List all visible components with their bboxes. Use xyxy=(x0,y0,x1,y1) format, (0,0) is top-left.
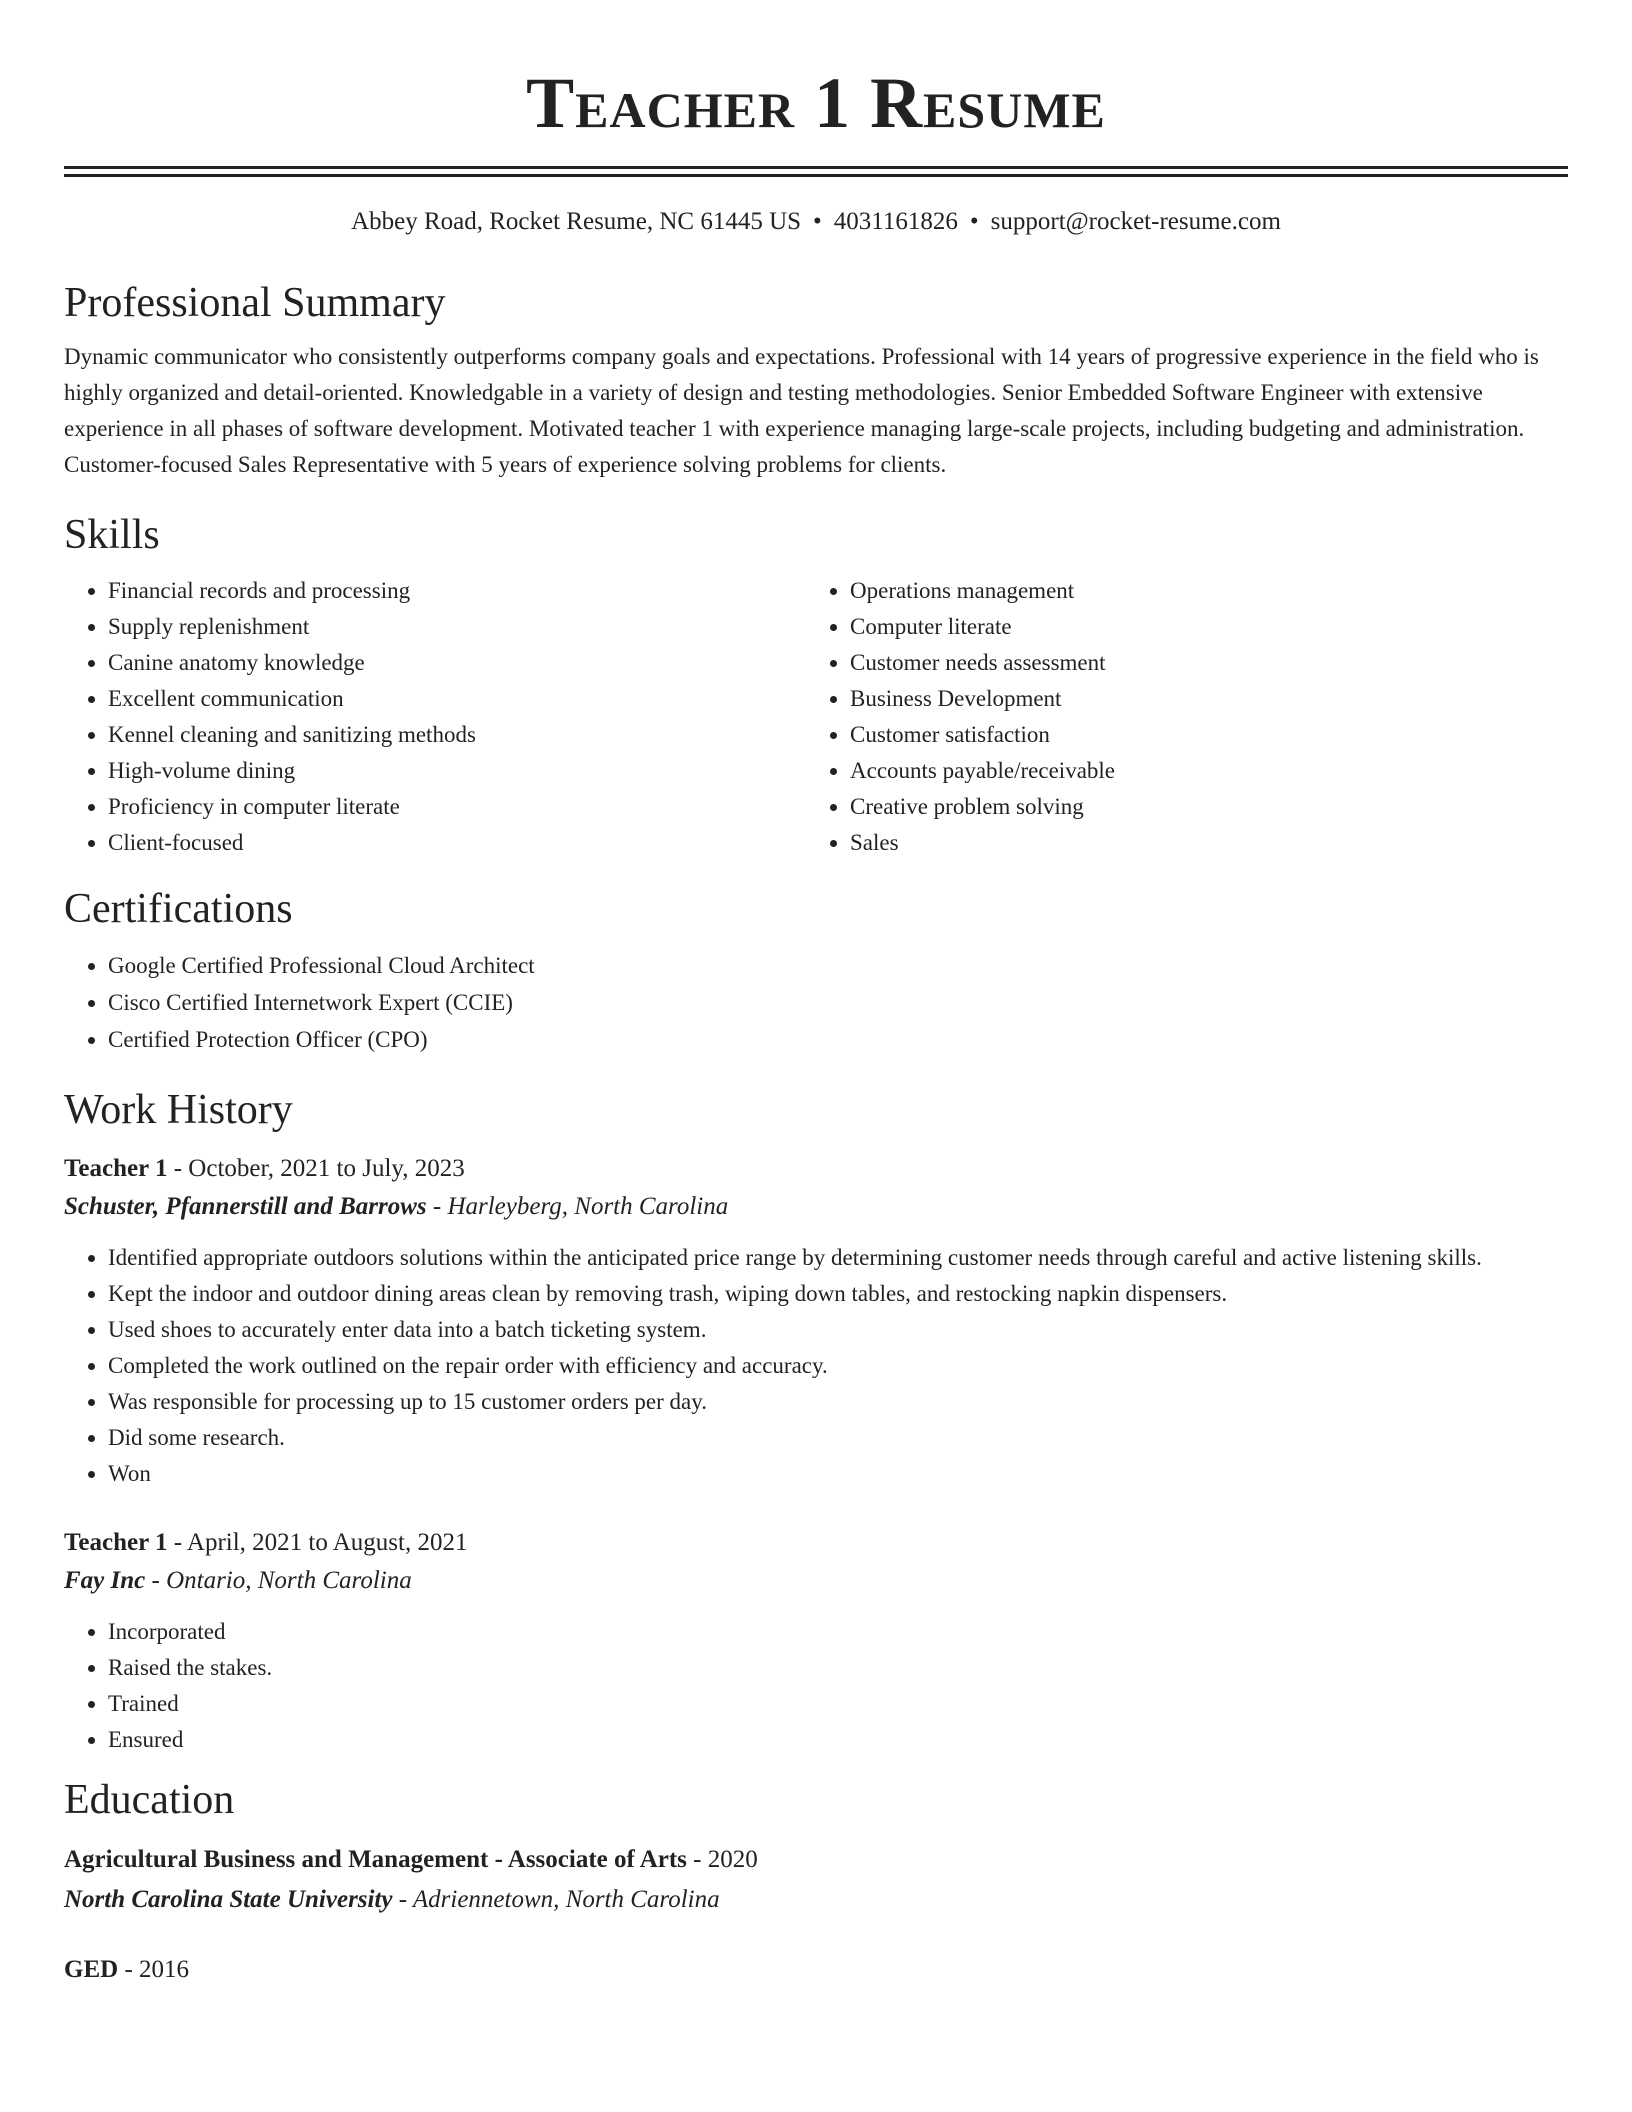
skill-item: • Kennel cleaning and sanitizing methods xyxy=(108,717,806,753)
skill-item: • High-volume dining xyxy=(108,753,806,789)
job-duty: • Raised the stakes. xyxy=(108,1650,1568,1686)
job-company: Schuster, Pfannerstill and Barrows xyxy=(64,1193,427,1220)
skills-left-list xyxy=(64,573,806,861)
job-duties-list xyxy=(64,1614,1568,1758)
certifications-heading: Certifications xyxy=(64,886,293,932)
resume-title: Teacher 1 Resume xyxy=(526,63,1106,143)
skills-heading: Skills xyxy=(64,512,160,558)
certification-item: • Cisco Certified Internetwork Expert (CCIE) xyxy=(108,984,1568,1021)
education-degree: Agricultural Business and Management - Associate of Arts xyxy=(64,1846,687,1873)
skill-item: • Proficiency in computer literate xyxy=(108,789,806,825)
contact-address: Abbey Road, Rocket Resume, NC 61445 US xyxy=(351,208,802,235)
skill-item: • Sales xyxy=(850,825,1548,861)
skill-item: • Supply replenishment xyxy=(108,609,806,645)
contact-line xyxy=(64,205,1568,239)
job-dates: - October, 2021 to July, 2023 xyxy=(167,1155,465,1182)
education-school-line xyxy=(64,1880,1568,1920)
skill-item: • Customer needs assessment xyxy=(850,645,1548,681)
job-duty: • Ensured xyxy=(108,1722,1568,1758)
education-year: - 2016 xyxy=(118,1956,190,1983)
education-degree: GED xyxy=(64,1956,119,1983)
job-header xyxy=(64,1524,1568,1562)
skill-item: • Operations management xyxy=(850,573,1548,609)
education-year: - 2020 xyxy=(686,1846,758,1873)
summary-text: Dynamic communicator who consistently outperforms company goals and expectations. Professional with 14 years of progressive experience in the field who is highly organized and detail-oriented. Knowledgable in a variety of design and testing methodologies. Senior Embedded Software Engineer with extensive experience in all phases of software development. Motivated teacher 1 with experience managing large-scale projects, including budgeting and administration. Customer-focused Sales Representative with 5 years of experience solving problems for clients. xyxy=(64,344,1539,477)
skill-item: • Computer literate xyxy=(850,609,1548,645)
job-dates: - April, 2021 to August, 2021 xyxy=(167,1529,468,1556)
job-duties-list xyxy=(64,1240,1568,1492)
education-entry-header xyxy=(64,1840,1568,1880)
skill-item: • Client-focused xyxy=(108,825,806,861)
job-duty: • Won xyxy=(108,1456,1568,1492)
job-duty: • Completed the work outlined on the repair order with efficiency and accuracy. xyxy=(108,1348,1568,1384)
contact-separator: • xyxy=(813,208,822,235)
job-duty: • Incorporated xyxy=(108,1614,1568,1650)
skill-item: • Customer satisfaction xyxy=(850,717,1548,753)
job-role: Teacher 1 xyxy=(64,1529,168,1556)
work-history-heading: Work History xyxy=(64,1087,293,1133)
job-duty: • Kept the indoor and outdoor dining areas clean by removing trash, wiping down tables, and restocking napkin dispensers. xyxy=(108,1276,1568,1312)
job-duty: • Trained xyxy=(108,1686,1568,1722)
job-location: - Ontario, North Carolina xyxy=(145,1567,412,1594)
resume-page xyxy=(64,0,1568,1990)
skill-item: • Creative problem solving xyxy=(850,789,1548,825)
job-header xyxy=(64,1150,1568,1188)
job-role: Teacher 1 xyxy=(64,1155,168,1182)
certifications-list xyxy=(64,947,1568,1058)
certification-item: • Google Certified Professional Cloud Architect xyxy=(108,947,1568,984)
contact-email[interactable]: support@rocket-resume.com xyxy=(990,208,1281,235)
education-location: - Adriennetown, North Carolina xyxy=(392,1886,720,1913)
education-school: North Carolina State University xyxy=(64,1886,393,1913)
skills-right-list xyxy=(806,573,1548,861)
job-company: Fay Inc xyxy=(64,1567,146,1594)
summary-heading: Professional Summary xyxy=(64,280,446,326)
certification-item: • Certified Protection Officer (CPO) xyxy=(108,1021,1568,1058)
job-location: - Harleyberg, North Carolina xyxy=(426,1193,729,1220)
skill-item: • Excellent communication xyxy=(108,681,806,717)
contact-separator: • xyxy=(969,208,979,235)
skill-item: • Canine anatomy knowledge xyxy=(108,645,806,681)
skills-columns xyxy=(64,573,1568,861)
skill-item: • Accounts payable/receivable xyxy=(850,753,1548,789)
education-heading: Education xyxy=(64,1777,235,1823)
job-duty: • Was responsible for processing up to 15 customer orders per day. xyxy=(108,1384,1568,1420)
job-employer xyxy=(64,1562,1568,1600)
skill-item: • Business Development xyxy=(850,681,1548,717)
job-duty: • Used shoes to accurately enter data into a batch ticketing system. xyxy=(108,1312,1568,1348)
job-duty: • Did some research. xyxy=(108,1420,1568,1456)
job-duty: • Identified appropriate outdoors solutions within the anticipated price range by determining customer needs through careful and active listening skills. xyxy=(108,1240,1568,1276)
job-employer xyxy=(64,1188,1568,1226)
title-double-rule xyxy=(64,166,1568,177)
education-entry-header xyxy=(64,1950,1568,1990)
skill-item: • Financial records and processing xyxy=(108,573,806,609)
contact-phone: 4031161826 xyxy=(833,208,958,235)
